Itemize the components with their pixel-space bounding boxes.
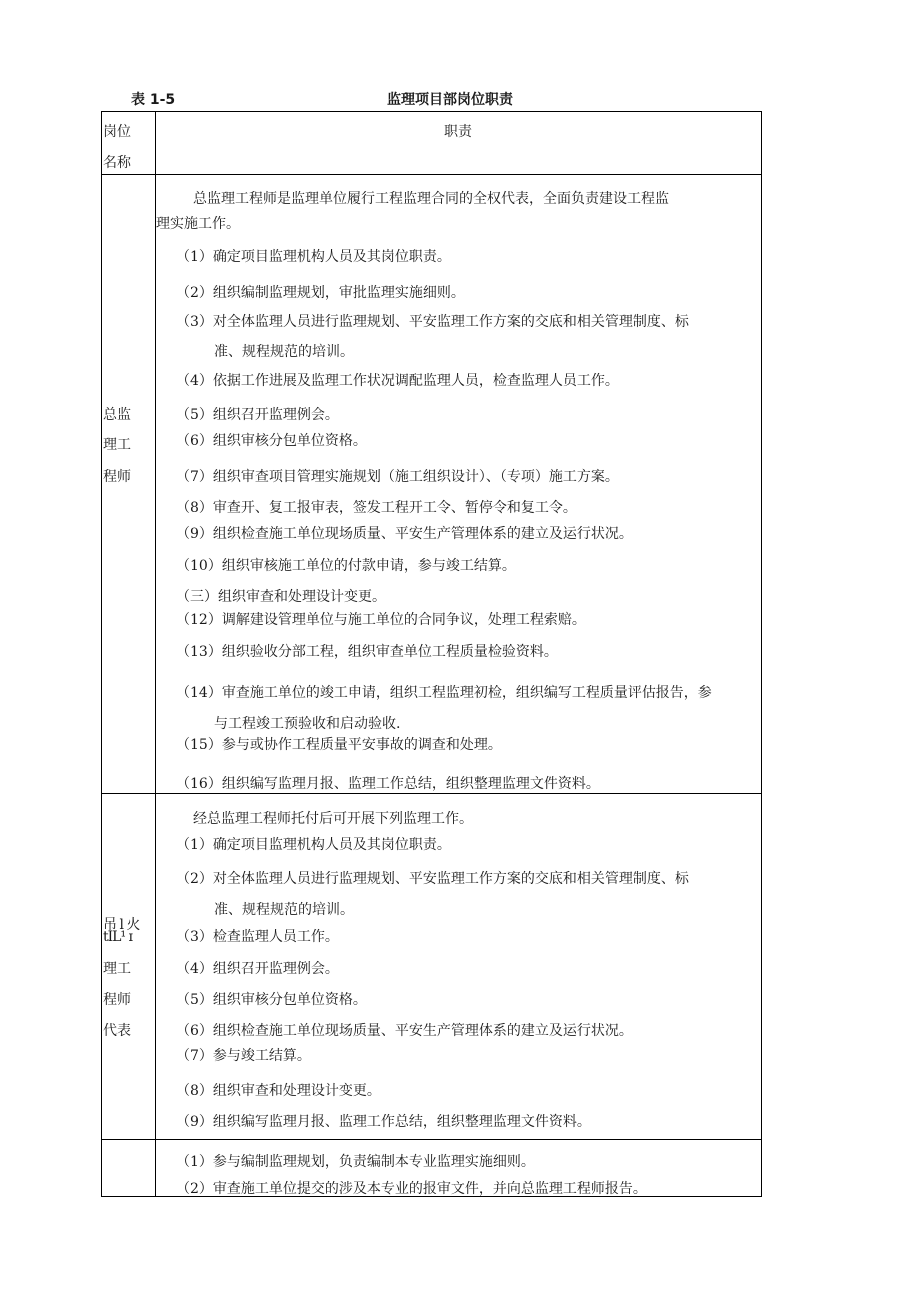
header-position-label-2: 名称: [103, 155, 131, 171]
row-divider-2: [101, 1139, 762, 1140]
row2-position-line: 代表: [103, 1023, 131, 1039]
row3-duty-item: （1）参与编制监理规划，负责编制本专业监理实施细则。: [176, 1154, 535, 1170]
row2-duty-item: （6）组织检查施工单位现场质量、平安生产管理体系的建立及运行状况。: [176, 1023, 633, 1039]
table-number: 表 1-5: [131, 92, 176, 108]
row1-duty-item: （8）审查开、复工报审表，签发工程开工令、暂停令和复工令。: [176, 500, 577, 516]
row1-intro-line: 理实施工作。: [156, 216, 240, 232]
row1-duty-item: （9）组织检查施工单位现场质量、平安生产管理体系的建立及运行状况。: [176, 526, 633, 542]
row1-duty-item: （3）对全体监理人员进行监理规划、平安监理工作方案的交底和相关管理制度、标: [176, 314, 689, 330]
row1-duty-item: （2）组织编制监理规划，审批监理实施细则。: [176, 285, 465, 301]
row1-duty-item: 准、规程规范的培训。: [214, 344, 354, 360]
row1-duty-item: （6）组织审核分包单位资格。: [176, 433, 367, 449]
row2-duty-item: （1）确定项目监理机构人员及其岗位职责。: [176, 837, 451, 853]
row1-duty-item: （10）组织审核施工单位的付款申请，参与竣工结算。: [176, 558, 516, 574]
row2-duty-item: （5）组织审核分包单位资格。: [176, 992, 367, 1008]
row1-duty-item: （7）组织审查项目管理实施规划（施工组织设计）、（专项）施工方案。: [176, 469, 619, 485]
row2-duty-item: 准、规程规范的培训。: [214, 902, 354, 918]
row1-duty-item: （5）组织召开监理例会。: [176, 407, 339, 423]
row2-duty-item: （8）组织审查和处理设计变更。: [176, 1083, 381, 1099]
row2-position-line: tIL¹ ɪ: [103, 929, 132, 945]
row1-duty-item: （1）确定项目监理机构人员及其岗位职责。: [176, 249, 451, 265]
row2-intro-line: 经总监理工程师托付后可开展下列监理工作。: [193, 811, 473, 827]
row1-position-line: 理工: [103, 437, 131, 453]
row2-position-line: 理工: [103, 961, 131, 977]
row2-duty-item: （4）组织召开监理例会。: [176, 961, 339, 977]
row1-duty-item: （12）调解建设管理单位与施工单位的合同争议，处理工程索赔。: [176, 612, 586, 628]
row1-duty-item: （三）组织审查和处理设计变更。: [176, 589, 386, 605]
row1-position-line: 程师: [103, 469, 131, 485]
row1-duty-item: （4）依据工作进展及监理工作状况调配监理人员，检查监理人员工作。: [176, 373, 619, 389]
header-duties-label: 职责: [444, 124, 472, 140]
row2-position-line: 程师: [103, 992, 131, 1008]
row2-duty-item: （2）对全体监理人员进行监理规划、平安监理工作方案的交底和相关管理制度、标: [176, 871, 689, 887]
row1-position-line: 总监: [103, 407, 131, 423]
row2-duty-item: （3）检查监理人员工作。: [176, 929, 339, 945]
row1-duty-item: （15）参与或协作工程质量平安事故的调查和处理。: [176, 737, 502, 753]
row2-duty-item: （9）组织编写监理月报、监理工作总结，组织整理监理文件资料。: [176, 1114, 591, 1130]
row-divider-header: [101, 174, 762, 175]
column-divider: [155, 111, 156, 1197]
header-position-label: 岗位: [103, 124, 131, 140]
row1-duty-item: （14）审查施工单位的竣工申请，组织工程监理初检，组织编写工程质量评估报告，参: [176, 685, 712, 701]
row1-duty-item: （16）组织编写监理月报、监理工作总结，组织整理监理文件资料。: [176, 776, 600, 792]
table-title: 监理项目部岗位职责: [387, 92, 513, 108]
row-divider-1: [101, 793, 762, 794]
row1-duty-item: 与工程竣工预验收和启动验收.: [214, 716, 401, 732]
row3-duty-item: （2）审查施工单位提交的涉及本专业的报审文件，并向总监理工程师报告。: [176, 1181, 647, 1197]
row1-duty-item: （13）组织验收分部工程，组织审查单位工程质量检验资料。: [176, 644, 558, 660]
row2-duty-item: （7）参与竣工结算。: [176, 1048, 311, 1064]
row2-position-line: 吊 l 火: [103, 917, 140, 933]
row1-intro-line: 总监理工程师是监理单位履行工程监理合同的全权代表，全面负责建设工程监: [193, 191, 669, 207]
